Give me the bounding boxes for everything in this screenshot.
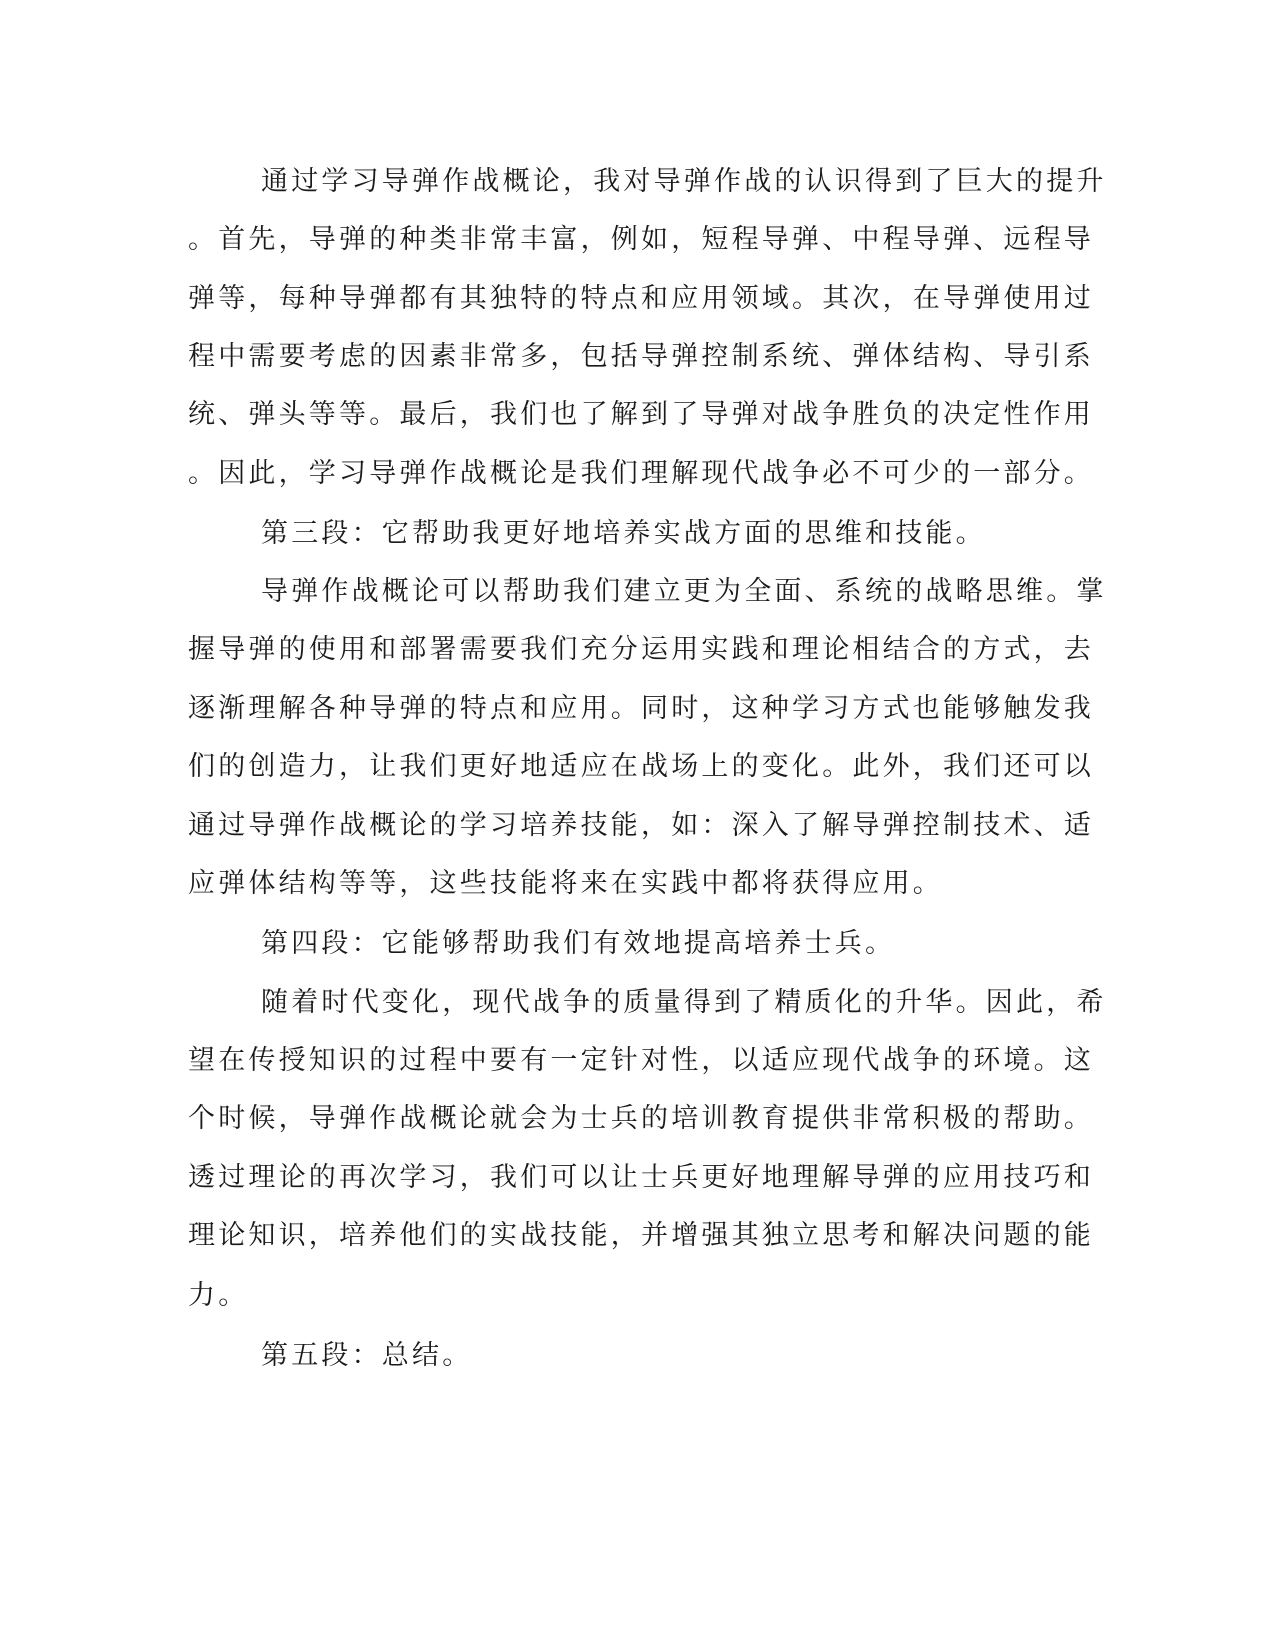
paragraph-1-line-6: 。因此，学习导弹作战概论是我们理解现代战争必不可少的一部分。 [188,458,1094,489]
paragraph-1-line-1: 通过学习导弹作战概论，我对导弹作战的认识得到了巨大的提升 [261,166,1107,197]
paragraph-1-line-5: 统、弹头等等。最后，我们也了解到了导弹对战争胜负的决定性作用 [188,399,1094,430]
paragraph-2-line-2: 握导弹的使用和部署需要我们充分运用实践和理论相结合的方式，去 [188,634,1094,665]
paragraph-3-line-1: 随着时代变化，现代战争的质量得到了精质化的升华。因此，希 [261,987,1107,1018]
paragraph-1-line-4: 程中需要考虑的因素非常多，包括导弹控制系统、弹体结构、导引系 [188,341,1094,372]
paragraph-3-line-2: 望在传授知识的过程中要有一定针对性，以适应现代战争的环境。这 [188,1045,1094,1076]
paragraph-2-line-4: 们的创造力，让我们更好地适应在战场上的变化。此外，我们还可以 [188,751,1094,782]
paragraph-1-line-3: 弹等，每种导弹都有其独特的特点和应用领域。其次，在导弹使用过 [188,283,1094,314]
paragraph-1-line-2: 。首先，导弹的种类非常丰富，例如，短程导弹、中程导弹、远程导 [188,224,1094,255]
section-heading-3: 第三段：它帮助我更好地培养实战方面的思维和技能。 [261,518,986,549]
paragraph-2-line-5: 通过导弹作战概论的学习培养技能，如：深入了解导弹控制技术、适 [188,810,1094,841]
paragraph-2-line-1: 导弹作战概论可以帮助我们建立更为全面、系统的战略思维。掌 [261,576,1107,607]
section-heading-5: 第五段：总结。 [261,1340,473,1371]
paragraph-3-line-6: 力。 [188,1280,249,1311]
paragraph-3-line-3: 个时候，导弹作战概论就会为士兵的培训教育提供非常积极的帮助。 [188,1103,1094,1134]
paragraph-3-line-5: 理论知识，培养他们的实战技能，并增强其独立思考和解决问题的能 [188,1220,1094,1251]
paragraph-3-line-4: 透过理论的再次学习，我们可以让士兵更好地理解导弹的应用技巧和 [188,1162,1094,1193]
paragraph-2-line-3: 逐渐理解各种导弹的特点和应用。同时，这种学习方式也能够触发我 [188,693,1094,724]
paragraph-2-line-6: 应弹体结构等等，这些技能将来在实践中都将获得应用。 [188,868,943,899]
section-heading-4: 第四段：它能够帮助我们有效地提高培养士兵。 [261,928,896,959]
